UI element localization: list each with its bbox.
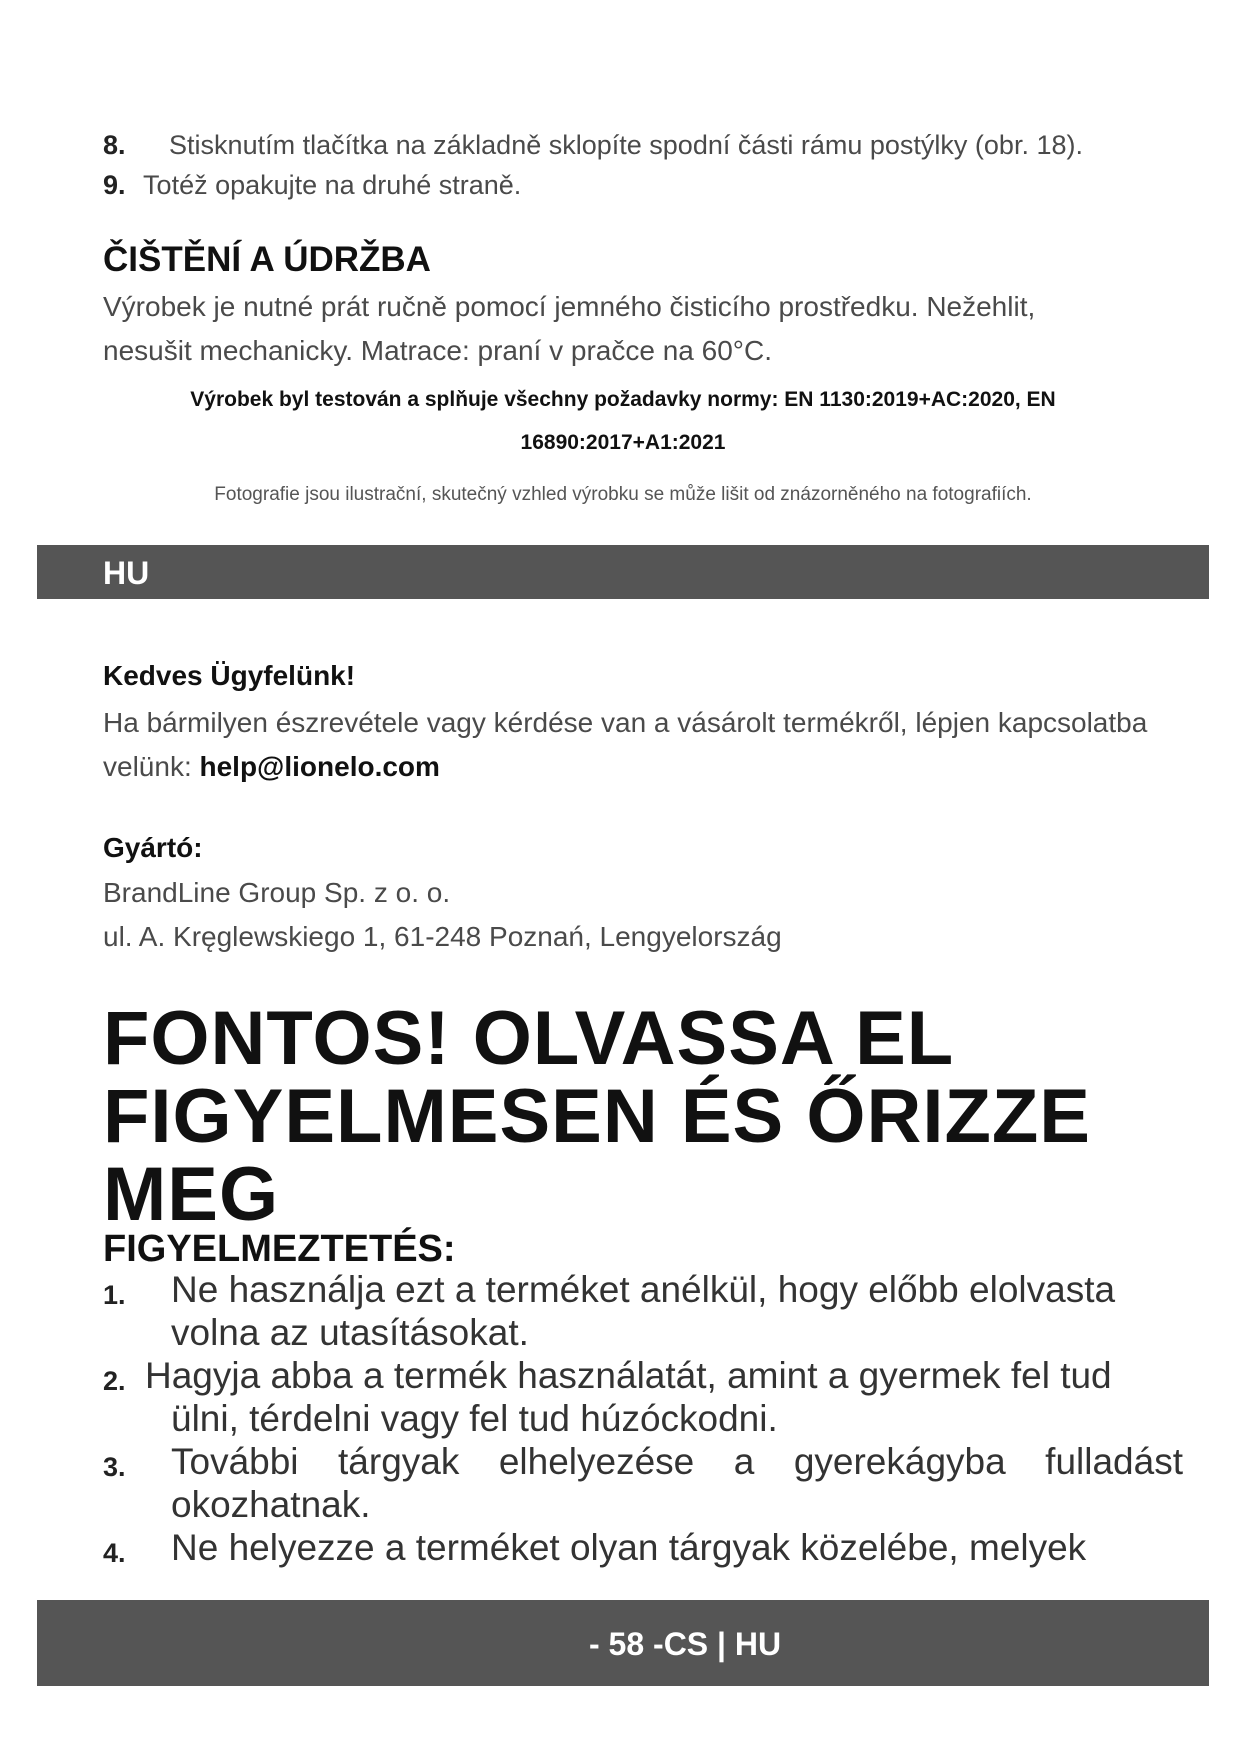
cleaning-heading: ČIŠTĚNÍ A ÚDRŽBA <box>103 240 431 279</box>
title-line: FIGYELMESEN ÉS ŐRIZZE <box>103 1074 1091 1159</box>
cleaning-line: Výrobek je nutné prát ručně pomocí jemného čisticího prostředku. Nežehlit, <box>103 291 1036 322</box>
contact-text <box>103 701 1223 789</box>
manufacturer-address: ul. A. Kręglewskiego 1, 61-248 Poznań, Lengyelország <box>103 921 782 952</box>
warning-number: 1. <box>103 1280 126 1310</box>
step-number: 9. <box>103 170 126 200</box>
contact-line <box>103 745 1223 789</box>
language-section-bar <box>37 545 1209 599</box>
title-line: MEG <box>103 1152 280 1237</box>
list-item <box>103 1268 1183 1354</box>
greeting: Kedves Ügyfelünk! <box>103 660 356 691</box>
list-item <box>103 165 1183 205</box>
warning-heading: FIGYELMEZTETÉS: <box>103 1228 456 1270</box>
manufacturer-info <box>103 871 1203 959</box>
manufacturer-label: Gyártó: <box>103 832 203 863</box>
important-title <box>103 996 1203 1237</box>
warning-number: 3. <box>103 1452 126 1482</box>
cleaning-line: nesušit mechanicky. Matrace: praní v pračce na 60°C. <box>103 335 772 366</box>
title-line: FONTOS! OLVASSA EL <box>103 996 955 1081</box>
list-item <box>103 1526 1183 1569</box>
list-item <box>103 1354 1183 1440</box>
warning-line: Ne használja ezt a terméket anélkül, hogy előbb elolvasta <box>171 1269 1116 1310</box>
warning-line: Ne helyezze a terméket olyan tárgyak közelébe, melyek <box>171 1527 1087 1568</box>
contact-line: Ha bármilyen észrevétele vagy kérdése van a vásárolt termékről, lépjen kapcsolatba <box>103 707 1148 738</box>
warning-line: További tárgyak elhelyezése a gyerekágyba fulladást <box>171 1441 1183 1482</box>
language-label: HU <box>103 555 150 591</box>
contact-email-link[interactable]: help@lionelo.com <box>199 751 440 782</box>
warning-line: volna az utasításokat. <box>171 1312 529 1353</box>
list-item <box>103 1440 1183 1526</box>
list-item <box>103 125 1183 165</box>
cs-step-list <box>103 125 1183 205</box>
step-text: Stisknutím tlačítka na základně sklopíte spodní části rámu postýlky (obr. 18). <box>169 130 1083 160</box>
warning-line: ülni, térdelni vagy fel tud húzóckodni. <box>171 1398 778 1439</box>
contact-prefix: velünk: <box>103 751 200 782</box>
warning-number: 2. <box>103 1366 126 1396</box>
norm-line: Výrobek byl testován a splňuje všechny požadavky normy: EN 1130:2019+AC:2020, EN <box>190 388 1056 411</box>
warning-list <box>103 1268 1183 1569</box>
step-number: 8. <box>103 130 126 160</box>
footer-bar <box>37 1600 1209 1686</box>
norm-statement <box>37 378 1209 464</box>
photo-note: Fotografie jsou ilustrační, skutečný vzhled výrobku se může lišit od znázorněného na fotografiích. <box>214 484 1032 505</box>
norm-line: 16890:2017+A1:2021 <box>520 431 726 454</box>
warning-line: Hagyja abba a termék használatát, amint a gyermek fel tud <box>145 1355 1112 1396</box>
warning-number: 4. <box>103 1538 126 1568</box>
warning-line: okozhatnak. <box>171 1484 371 1525</box>
manufacturer-name: BrandLine Group Sp. z o. o. <box>103 877 451 908</box>
step-text: Totéž opakujte na druhé straně. <box>143 170 522 200</box>
page-number: - 58 -CS | HU <box>589 1626 782 1662</box>
cleaning-text <box>103 285 1203 373</box>
